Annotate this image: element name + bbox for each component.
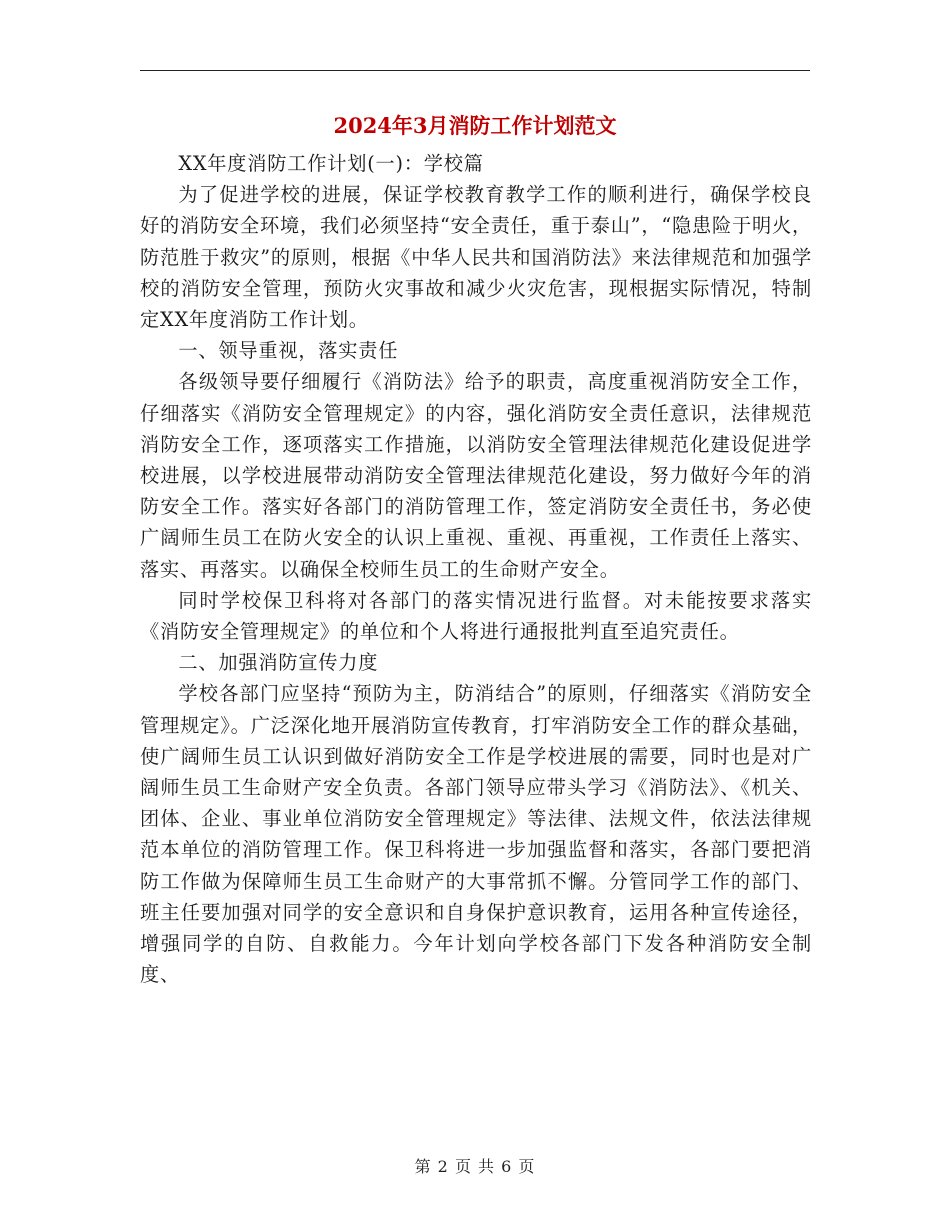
document-title: 2024年3月消防工作计划范文 bbox=[333, 113, 617, 138]
intro-paragraph: 为了促进学校的进展，保证学校教育教学工作的顺利进行，确保学校良好的消防安全环境，我们必须坚持“安全责任，重于泰山”，“隐患险于明火，防范胜于救灾”的原则，根据《中华人民共和国消防法》来法律规范和加强学校的消防安全管理，预防火灾事故和减少火灾危害，现根据实际情况，特制定XX年度消防工作计划。 bbox=[140, 183, 812, 332]
section-1-paragraph-1: 各级领导要仔细履行《消防法》给予的职责，高度重视消防安全工作，仔细落实《消防安全管理规定》的内容，强化消防安全责任意识，法律规范消防安全工作，逐项落实工作措施，以消防安全管理法律规范化建设促进学校进展，以学校进展带动消防安全管理法律规范化建设，努力做好今年的消防安全工作。落实好各部门的消防管理工作，签定消防安全责任书，务必使广阔师生员工在防火安全的认识上重视、重视、再重视，工作责任上落实、落实、再落实。以确保全校师生员工的生命财产安全。 bbox=[140, 370, 812, 581]
subtitle-paragraph: XX年度消防工作计划(一)：学校篇 bbox=[178, 152, 484, 175]
header-rule bbox=[140, 70, 810, 71]
section-2-paragraph-1: 学校各部门应坚持“预防为主，防消结合”的原则，仔细落实《消防安全管理规定》。广泛深化地开展消防宣传教育，打牢消防安全工作的群众基础，使广阔师生员工认识到做好消防安全工作是学校进展的需要，同时也是对广阔师生员工生命财产安全负责。各部门领导应带头学习《消防法》、《机关、团体、企业、事业单位消防安全管理规定》等法律、法规文件，依法法律规范本单位的消防管理工作。保卫科将进一步加强监督和落实，各部门要把消防工作做为保障师生员工生命财产的大事常抓不懈。分管同学工作的部门、班主任要加强对同学的安全意识和自身保护意识教育，运用各种宣传途径，增强同学的自防、自救能力。今年计划向学校各部门下发各种消防安全制度、 bbox=[140, 682, 812, 987]
page-number-footer: 第 2 页 共 6 页 bbox=[414, 1157, 536, 1176]
document-body bbox=[140, 148, 812, 990]
section-heading-1: 一、领导重视，落实责任 bbox=[178, 339, 399, 363]
section-heading-2: 二、加强消防宣传力度 bbox=[178, 651, 379, 675]
section-1-paragraph-2: 同时学校保卫科将对各部门的落实情况进行监督。对未能按要求落实《消防安全管理规定》的单位和个人将进行通报批判直至追究责任。 bbox=[140, 588, 812, 644]
